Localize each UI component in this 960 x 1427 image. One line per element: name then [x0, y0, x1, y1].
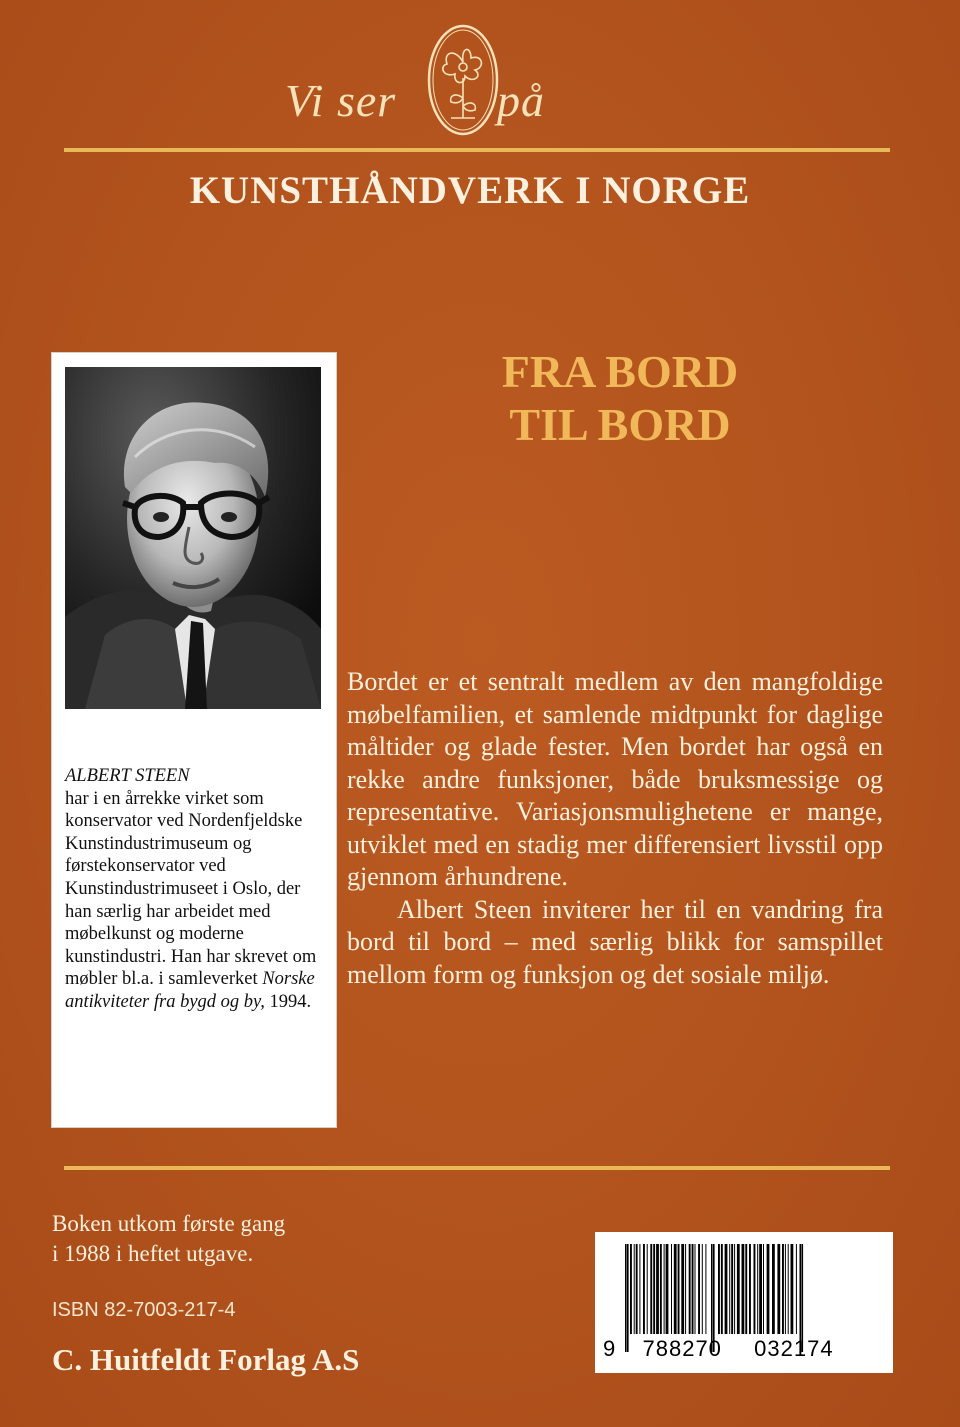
blurb-text	[347, 666, 883, 991]
barcode-bar	[782, 1244, 784, 1334]
barcode-bar	[788, 1244, 789, 1334]
barcode-bar	[630, 1244, 632, 1334]
barcode-digit-group-1: 788270	[642, 1336, 722, 1361]
author-work-title: Norske antikviteter fra bygd og by,	[65, 969, 315, 1012]
blurb-paragraph-1: Bordet er et sentralt medlem av den mangfoldige møbelfamilien, et samlende midtpunkt for daglige måltider og glade fester. Men bordet har også en rekke andre funksjoner, både bruksmessige og representative. Variasjonsmulighetene er mange, utviklet med en stadig mer differensiert livsstil opp gjennom århundrene.	[347, 667, 883, 891]
barcode-bar	[685, 1244, 686, 1334]
barcode-bar	[734, 1244, 735, 1334]
barcode-bar	[636, 1244, 638, 1334]
barcode-bar	[634, 1244, 635, 1334]
barcode-bar	[660, 1244, 662, 1334]
author-portrait	[65, 367, 321, 709]
book-title	[420, 345, 820, 451]
barcode-bar	[759, 1244, 762, 1334]
barcode-digit-group-2: 032174	[754, 1336, 834, 1361]
author-name: ALBERT STEEN	[65, 766, 190, 786]
barcode-bar	[705, 1244, 706, 1334]
barcode-bar	[664, 1244, 665, 1334]
barcode-bar	[702, 1244, 703, 1334]
bottom-divider	[64, 1166, 890, 1170]
barcode-bar	[791, 1244, 794, 1334]
author-panel	[51, 352, 337, 1128]
barcode-bar	[754, 1244, 756, 1334]
barcode-bar	[653, 1244, 655, 1334]
barcode-bar	[767, 1244, 770, 1334]
barcode-bar	[763, 1244, 764, 1334]
portrait-illustration	[65, 367, 321, 709]
barcode-bar	[681, 1244, 684, 1334]
series-logo	[285, 22, 605, 142]
barcode-bar	[692, 1244, 694, 1334]
barcode-bar	[643, 1244, 645, 1334]
series-title: KUNSTHÅNDVERK I NORGE	[189, 169, 751, 212]
author-bio-text: har i en årrekke virket som konservator ved Nordenfjeldske Kunstindustrimuseum og førstekonservator ved Kunstindustrimuseet i Oslo, der han særlig har arbeidet med møbelkunst og moderne kunstindustri. Han har skrevet om møbler bl.a. i samleverket	[65, 788, 317, 990]
barcode-digits	[603, 1336, 887, 1362]
barcode-bar	[650, 1244, 652, 1334]
barcode-bar	[737, 1244, 740, 1334]
edition-note-line2: i 1988 i heftet utgave.	[52, 1240, 254, 1266]
barcode-bar	[656, 1244, 659, 1334]
barcode-bar	[757, 1244, 758, 1334]
barcode-bar	[731, 1244, 733, 1334]
barcode-bar	[689, 1244, 691, 1334]
top-divider	[64, 148, 890, 152]
book-title-line2: TIL BORD	[509, 399, 731, 450]
barcode	[595, 1232, 893, 1373]
barcode-bar	[721, 1244, 723, 1334]
barcode-bar	[666, 1244, 669, 1334]
barcode-bar	[745, 1244, 747, 1334]
barcode-bar	[725, 1244, 728, 1334]
barcode-digit-first: 9	[603, 1336, 617, 1361]
edition-note	[52, 1209, 382, 1268]
barcode-bar	[698, 1244, 700, 1334]
publisher-name: C. Huitfeldt Forlag A.S	[52, 1342, 360, 1377]
barcode-bar	[742, 1244, 745, 1334]
flower-medallion-icon	[425, 22, 501, 138]
author-bio	[65, 765, 327, 1014]
barcode-bar	[674, 1244, 677, 1334]
barcode-bar	[785, 1244, 786, 1334]
book-title-line1: FRA BORD	[501, 346, 739, 397]
barcode-bar	[777, 1244, 780, 1334]
barcode-bar	[695, 1244, 696, 1334]
edition-note-line1: Boken utkom første gang	[52, 1211, 286, 1236]
series-word-right: på	[497, 75, 545, 126]
barcode-bar	[639, 1244, 640, 1334]
barcode-bar	[718, 1244, 720, 1334]
barcode-bar	[749, 1244, 751, 1334]
series-word-left: Vi ser	[285, 75, 397, 126]
author-work-year: 1994.	[264, 991, 312, 1012]
barcode-bar	[729, 1244, 730, 1334]
isbn-text: ISBN 82-7003-217-4	[52, 1299, 236, 1321]
barcode-bar	[671, 1244, 672, 1334]
barcode-bar	[772, 1244, 775, 1334]
barcode-bar	[796, 1244, 797, 1334]
barcode-bar	[678, 1244, 680, 1334]
barcode-bar	[647, 1244, 648, 1334]
blurb-paragraph-2: Albert Steen inviterer her til en vandring fra bord til bord – med særlig blikk for samspillet mellom form og funksjon og det sosiale miljø.	[347, 894, 883, 989]
